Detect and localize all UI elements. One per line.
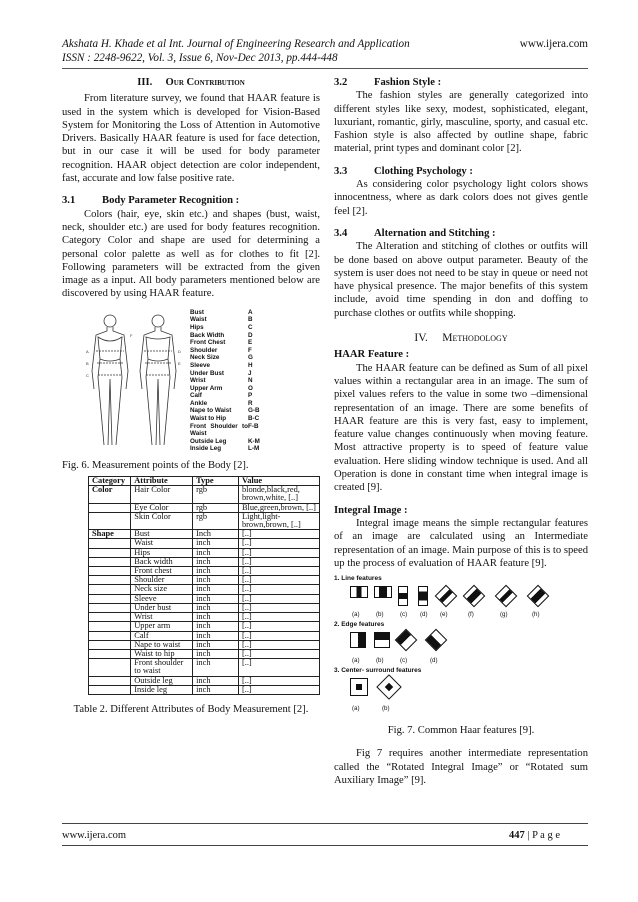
cell-value: [..] <box>238 676 319 685</box>
cell-value: blonde,black,red, brown,white, [..] <box>238 486 319 503</box>
table-row <box>89 685 320 694</box>
line-feature-glyph <box>495 585 518 608</box>
cell-category: Color <box>89 486 131 503</box>
cell-attribute: Waist to hip <box>131 649 193 658</box>
line-feature-letter: (h) <box>532 611 540 619</box>
measurement-name: Bust <box>190 308 204 316</box>
table-2-caption: Table 2. Different Attributes of Body Measurement [2]. <box>73 703 309 715</box>
cell-value: [..] <box>238 685 319 694</box>
cell-category <box>89 594 131 603</box>
fashion-style-paragraph: The fashion styles are generally categorized into different styles like sexy, modest, sophisticated, elegant, luxuriant, romantic, girly, masculine, sporty, and casual etc. Fashion style is also affected by outline shape, fabric material, print types and dominant color [2]. <box>334 90 588 155</box>
cell-category <box>89 567 131 576</box>
svg-text:C: C <box>86 372 89 378</box>
measurement-code: F-B <box>248 422 259 430</box>
cell-value: [..] <box>238 622 319 631</box>
cell-value: [..] <box>238 576 319 585</box>
subsection-3-2-number: 3.2 <box>334 77 348 88</box>
line-features-label: 1. Line features <box>334 575 382 583</box>
right-column <box>334 72 588 787</box>
line-feature-letter: (g) <box>500 611 508 619</box>
center-surround-inner <box>356 684 362 690</box>
cell-category: Shape <box>89 530 131 539</box>
subsection-3-1-number: 3.1 <box>62 195 76 207</box>
line-feature-glyph <box>374 586 392 598</box>
edge-feature-letter: (d) <box>430 657 438 665</box>
footer-rule-bottom <box>62 845 588 846</box>
cell-value: [..] <box>238 539 319 548</box>
cell-attribute: Sleeve <box>131 594 193 603</box>
cell-category <box>89 659 131 676</box>
body-parameter-paragraph: Colors (hair, eye, skin etc.) and shapes (bust, waist, neck, shoulder etc.) are used for body features recognition. Category Color and shape are used for determining a personal color palette as well as for clothes to fit [2]. Following parameters will be extracted from the given image as a input. All body parameters mentioned below are discovered by using HAAR feature. <box>62 208 320 300</box>
subsection-3-1-heading <box>62 194 320 207</box>
cell-category <box>89 622 131 631</box>
header-value: Value <box>238 477 319 486</box>
cell-value: [..] <box>238 530 319 539</box>
cell-attribute: Hips <box>131 548 193 557</box>
measurement-row <box>190 423 268 438</box>
header-attribute: Attribute <box>131 477 193 486</box>
cell-attribute: Bust <box>131 530 193 539</box>
cell-attribute: Skin Color <box>131 512 193 529</box>
edge-feature-glyph <box>350 632 366 648</box>
cell-type: inch <box>193 567 239 576</box>
subsection-3-3-title: Clothing Psychology : <box>374 165 473 177</box>
measurement-code: J <box>248 369 252 377</box>
cell-attribute: Neck size <box>131 585 193 594</box>
cell-type: rgb <box>193 503 239 512</box>
subsection-3-4-title: Alternation and Stitching : <box>374 227 496 239</box>
cell-category <box>89 557 131 566</box>
cell-type: inch <box>193 585 239 594</box>
subsection-3-3-heading <box>334 165 588 178</box>
cell-attribute: Hair Color <box>131 486 193 503</box>
figure-6-caption: Fig. 6. Measurement points of the Body [2]. <box>62 459 249 471</box>
svg-text:D: D <box>178 348 181 354</box>
table-row <box>89 594 320 603</box>
line-feature-glyph <box>350 586 368 598</box>
cell-category <box>89 631 131 640</box>
cell-value: Blue,green,brown, [..] <box>238 503 319 512</box>
measurement-name: Back Width <box>190 331 225 339</box>
clothing-psychology-paragraph: As considering color psychology light colors shows innocentness, where as dark colors does not gives gentle feel [2]. <box>334 179 588 217</box>
table-row <box>89 659 320 676</box>
section-3-number: III. <box>137 77 153 88</box>
measurement-code: P <box>248 392 253 400</box>
cell-category <box>89 613 131 622</box>
subsection-3-1-title: Body Parameter Recognition : <box>102 195 240 207</box>
haar-feature-heading: HAAR Feature : <box>334 349 410 361</box>
measurement-row <box>190 332 268 340</box>
footer-url[interactable]: www.ijera.com <box>62 830 127 841</box>
cell-type: inch <box>193 685 239 694</box>
line-feature-letter: (a) <box>352 611 360 619</box>
measurement-row <box>190 347 268 355</box>
cell-category <box>89 640 131 649</box>
line-feature-letter: (f) <box>468 611 474 619</box>
center-surround-inner <box>385 683 393 691</box>
journal-citation: Akshata H. Khade et al Int. Journal of Engineering Research and Application <box>62 38 410 50</box>
cell-attribute: Under bust <box>131 603 193 612</box>
measurement-name: Upper Arm <box>190 384 223 392</box>
cell-category <box>89 685 131 694</box>
table-row <box>89 539 320 548</box>
edge-feature-glyph <box>395 629 418 652</box>
edge-feature-glyph <box>425 629 448 652</box>
alternation-paragraph: The Alteration and stitching of clothes or outfits will be done based on above output parameter. Beauty of the system is user does not need to be stay in queue or need not have physical presence. The major benefits of this system include, avoid time spending in don and doffing to purchase clothes or outfits while shopping. <box>334 241 588 319</box>
page-number-value: 447 <box>509 830 525 841</box>
measurement-name: Neck Size <box>190 354 220 362</box>
line-feature-glyph <box>435 585 458 608</box>
measurement-name: Calf <box>190 392 202 400</box>
cell-value: [..] <box>238 594 319 603</box>
measurement-code: G <box>248 354 253 362</box>
line-feature-glyph <box>398 586 408 606</box>
cell-value: [..] <box>238 640 319 649</box>
cell-category <box>89 676 131 685</box>
integral-image-paragraph: Integral image means the simple rectangular features of an image are calculated using an Intermediate representation of an image. Main purpose of this is to speed up the process of evaluation of HAAR feature [9]. <box>334 517 588 569</box>
header-category: Category <box>89 477 131 486</box>
measurement-code: O <box>248 384 253 392</box>
measurement-name: Outside Leg <box>190 437 227 445</box>
measurement-code: H <box>248 361 253 369</box>
svg-text:F: F <box>130 332 133 338</box>
measurement-code: E <box>248 339 253 347</box>
measurement-row <box>190 370 268 378</box>
measurement-name: Nape to Waist <box>190 407 232 415</box>
line-feature-letter: (e) <box>440 611 448 619</box>
cell-attribute: Waist <box>131 539 193 548</box>
footer-rule-top <box>62 823 588 824</box>
page-label: | P a g e <box>524 830 560 841</box>
measurement-name: Inside Leg <box>190 445 222 453</box>
cell-category <box>89 576 131 585</box>
table-row <box>89 676 320 685</box>
cell-type: inch <box>193 649 239 658</box>
table-row <box>89 512 320 529</box>
contribution-paragraph: From literature survey, we found that HAAR feature is used in the system which is developed for Vision-Based System for Monitoring the Loss of Attention in Automotive Drivers. Basically HAAR feature is used for face detection, but in our case it will be used for body parameter recognition. HAAR object detection are color independent, fast, accurate and low false positive rate. <box>62 93 320 185</box>
line-feature-letter: (b) <box>376 611 384 619</box>
cell-value: [..] <box>238 631 319 640</box>
cell-type: inch <box>193 640 239 649</box>
cell-attribute: Outside leg <box>131 676 193 685</box>
cell-attribute: Back width <box>131 557 193 566</box>
cell-attribute: Wrist <box>131 613 193 622</box>
center-surround-letter: (a) <box>352 705 360 713</box>
journal-issn: ISSN : 2248-9622, Vol. 3, Issue 6, Nov-Dec 2013, pp.444-448 <box>62 52 338 64</box>
cell-value: [..] <box>238 585 319 594</box>
table-row <box>89 585 320 594</box>
edge-features-label: 2. Edge features <box>334 621 385 629</box>
measurement-row <box>190 400 268 408</box>
measurement-row <box>190 339 268 347</box>
edge-feature-letter: (a) <box>352 657 360 665</box>
measurement-name: Hips <box>190 323 204 331</box>
subsection-3-4-number: 3.4 <box>334 227 348 239</box>
measurement-row <box>190 392 268 400</box>
measurement-name: Waist to Hip <box>190 415 227 423</box>
cell-category <box>89 539 131 548</box>
subsection-3-2-heading <box>334 76 588 89</box>
cell-category <box>89 548 131 557</box>
line-feature-glyph <box>418 586 428 606</box>
measurement-name: Waist <box>190 316 207 324</box>
svg-text:A: A <box>86 348 89 354</box>
subsection-3-2-title: Fashion Style : <box>374 77 442 88</box>
table-row <box>89 548 320 557</box>
cell-attribute: Calf <box>131 631 193 640</box>
cell-category <box>89 649 131 658</box>
section-3-heading <box>62 76 320 89</box>
left-column <box>62 72 320 716</box>
measurement-row <box>190 354 268 362</box>
edge-feature-letter: (c) <box>400 657 408 665</box>
section-4-title: Methodology <box>442 332 508 345</box>
cell-type: rgb <box>193 512 239 529</box>
cell-type: inch <box>193 659 239 676</box>
measurement-row <box>190 324 268 332</box>
cell-type: inch <box>193 631 239 640</box>
line-feature-glyph <box>527 585 550 608</box>
measurement-code: K-M <box>248 437 260 445</box>
cell-attribute: Front shoulder to waist <box>131 659 193 676</box>
measurement-code: B <box>248 316 253 324</box>
cell-type: inch <box>193 539 239 548</box>
cell-attribute: Upper arm <box>131 622 193 631</box>
cell-type: rgb <box>193 486 239 503</box>
haar-features-figure <box>334 572 588 722</box>
cell-type: inch <box>193 622 239 631</box>
figure-7-caption: Fig. 7. Common Haar features [9]. <box>387 725 535 737</box>
cell-type: inch <box>193 557 239 566</box>
cell-value: [..] <box>238 557 319 566</box>
measurement-code: N <box>248 377 253 385</box>
table-row <box>89 622 320 631</box>
header-url[interactable]: www.ijera.com <box>519 38 588 50</box>
measurement-code: A <box>248 308 253 316</box>
measurement-points-list <box>190 309 268 453</box>
measurement-row <box>190 407 268 415</box>
table-row <box>89 486 320 503</box>
measurement-code: B-C <box>248 415 260 423</box>
cell-attribute: Shoulder <box>131 576 193 585</box>
body-attributes-table <box>88 476 320 695</box>
measurement-row <box>190 445 268 453</box>
running-header <box>62 37 588 65</box>
body-silhouettes-illustration <box>82 311 186 451</box>
edge-feature-letter: (b) <box>376 657 384 665</box>
measurement-row <box>190 385 268 393</box>
line-feature-letter: (d) <box>420 611 428 619</box>
haar-feature-paragraph: The HAAR feature can be defined as Sum of all pixel values within a rectangular area in an image. The sum of pixel values refers to the value in some two –dimensional representation of an image. There are some benefits of HAAR feature are this is very fast, easy to implement, feature value changes continuously when moving feature. Most attractive property is to speed of feature value evaluation. Here sliding window technique is used. And all Operation is done in constant time when integral image is created [9]. <box>334 362 588 494</box>
cell-attribute: Front chest <box>131 567 193 576</box>
cell-type: inch <box>193 594 239 603</box>
measurement-code: G-B <box>248 407 260 415</box>
cell-category <box>89 585 131 594</box>
integral-image-heading: Integral Image : <box>334 504 408 516</box>
table-row <box>89 503 320 512</box>
center-surround-feature-glyph <box>350 678 368 696</box>
measurement-name: Shoulder <box>190 346 218 354</box>
measurement-row <box>190 377 268 385</box>
cell-attribute: Eye Color <box>131 503 193 512</box>
body-measurement-figure <box>62 307 320 457</box>
section-3-title: Our Contribution <box>165 77 245 88</box>
cell-type: inch <box>193 613 239 622</box>
cell-type: Inch <box>193 530 239 539</box>
measurement-code: C <box>248 323 253 331</box>
cell-category <box>89 512 131 529</box>
cell-value: [..] <box>238 649 319 658</box>
cell-value: [..] <box>238 659 319 676</box>
measurement-code: D <box>248 331 253 339</box>
header-type: Type <box>193 477 239 486</box>
subsection-3-3-number: 3.3 <box>334 165 348 177</box>
center-surround-features-label: 3. Center- surround features <box>334 667 422 675</box>
cell-category <box>89 603 131 612</box>
measurement-name: Wrist <box>190 377 206 385</box>
cell-type: inch <box>193 676 239 685</box>
center-surround-letter: (b) <box>382 705 390 713</box>
page-footer <box>62 830 588 841</box>
measurement-row <box>190 316 268 324</box>
measurement-row <box>190 438 268 446</box>
measurement-code: L-M <box>248 445 260 453</box>
svg-text:E: E <box>178 360 181 366</box>
svg-text:B: B <box>86 360 89 366</box>
center-surround-feature-glyph <box>376 674 401 699</box>
cell-attribute: Inside leg <box>131 685 193 694</box>
rotated-integral-paragraph: Fig 7 requires another intermediate representation called the “Rotated Integral Image” or “Rotated sum Auxiliary Image” [9]. <box>334 748 588 786</box>
line-feature-letter: (c) <box>400 611 408 619</box>
cell-category <box>89 503 131 512</box>
measurement-row <box>190 415 268 423</box>
measurement-name: Under Bust <box>190 369 224 377</box>
cell-value: [..] <box>238 567 319 576</box>
measurement-name: Front Chest <box>190 339 226 347</box>
header-rule <box>62 68 588 69</box>
measurement-row <box>190 362 268 370</box>
cell-attribute: Nape to waist <box>131 640 193 649</box>
subsection-3-4-heading <box>334 227 588 240</box>
cell-value: [..] <box>238 613 319 622</box>
measurement-name: Ankle <box>190 399 208 407</box>
page-number <box>509 830 560 841</box>
table-row <box>89 631 320 640</box>
cell-value: [..] <box>238 603 319 612</box>
cell-type: inch <box>193 603 239 612</box>
edge-feature-glyph <box>374 632 390 648</box>
cell-value: Light,light-brown,brown, [..] <box>238 512 319 529</box>
cell-type: inch <box>193 548 239 557</box>
section-4-heading <box>334 332 588 345</box>
table-body <box>89 486 320 695</box>
measurement-name: Front Shoulder to Waist <box>190 422 248 438</box>
section-4-number: IV. <box>414 332 428 345</box>
cell-type: inch <box>193 576 239 585</box>
measurement-code: R <box>248 399 253 407</box>
cell-value: [..] <box>238 548 319 557</box>
measurement-row <box>190 309 268 317</box>
measurement-name: Sleeve <box>190 361 210 369</box>
line-feature-glyph <box>463 585 486 608</box>
measurement-code: F <box>248 346 252 354</box>
